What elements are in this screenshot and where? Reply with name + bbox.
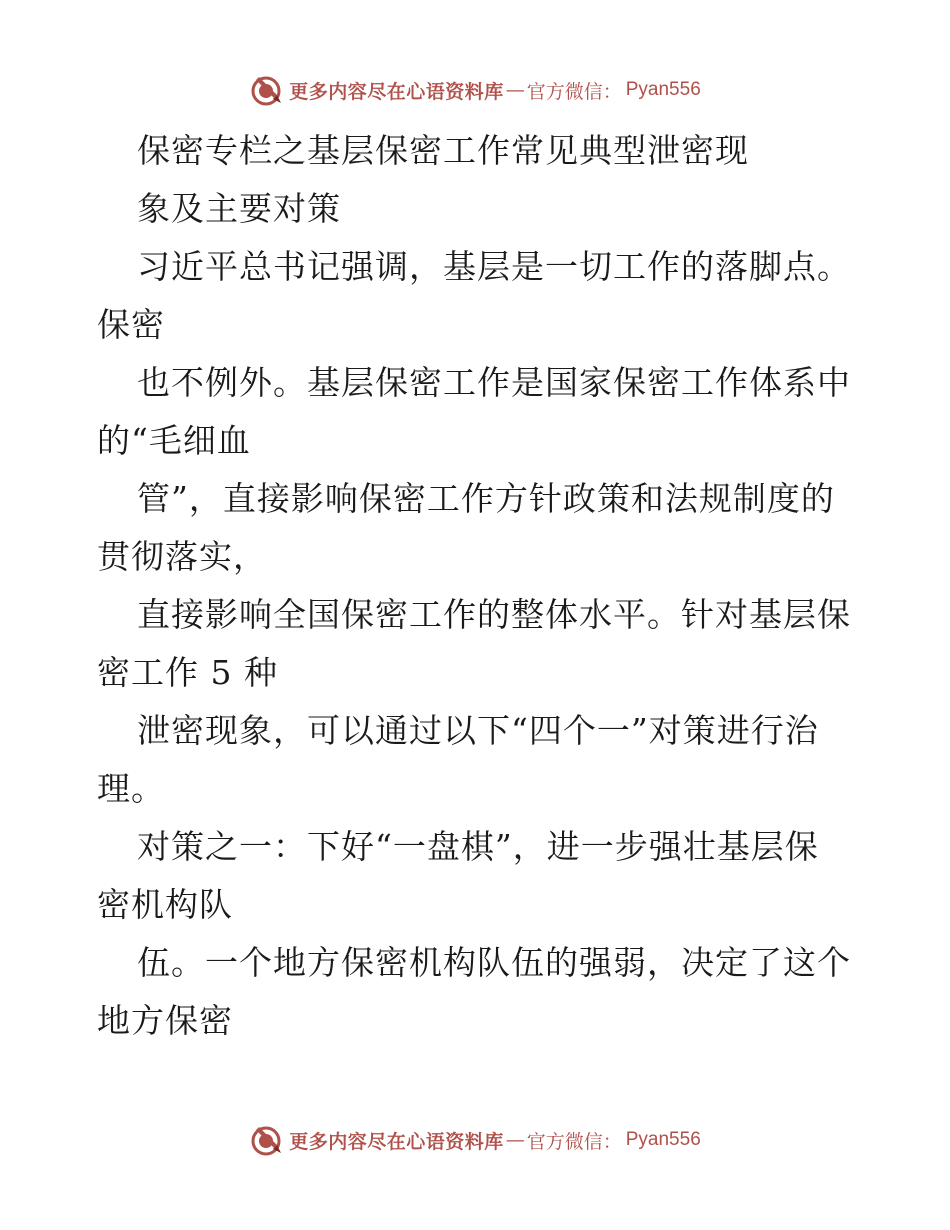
banner-wechat-id: Pyan556 [625,79,701,100]
paragraph-line: 泄密现象，可以通过以下“四个一”对策进行治 [137,711,819,750]
footer-banner [0,1120,950,1160]
paragraph-line: 的“毛细血 [97,421,251,460]
paragraph-line: 保密 [97,305,165,344]
banner-title: 更多内容尽在心语资料库 [289,1130,504,1153]
document-title-line: 象及主要对策 [137,189,341,228]
paragraph-line: 密工作 5 种 [97,653,278,692]
paragraph-line: 贯彻落实， [97,537,267,576]
paragraph-line: 对策之一：下好“一盘棋”，进一步强壮基层保 [137,827,819,866]
document-body [97,122,857,1050]
banner-title: 更多内容尽在心语资料库 [289,80,504,103]
paragraph-line: 地方保密 [97,1001,233,1040]
paragraph-line: 管”，直接影响保密工作方针政策和法规制度的 [137,479,835,518]
document-title-line: 保密专栏之基层保密工作常见典型泄密现 [137,131,749,170]
header-banner [0,70,950,110]
banner-wechat-id: Pyan556 [625,1129,701,1150]
banner-wechat-label: 官方微信： [526,1130,622,1153]
paragraph-line: 理。 [97,769,165,808]
pen-logo-icon [249,1123,283,1157]
banner-wechat-label: 官方微信： [526,80,622,103]
banner-dash: — [505,79,525,101]
paragraph-line: 密机构队 [97,885,233,924]
paragraph-line: 习近平总书记强调，基层是一切工作的落脚点。 [137,247,851,286]
paragraph-line: 伍。一个地方保密机构队伍的强弱，决定了这个 [137,943,851,982]
paragraph-line: 直接影响全国保密工作的整体水平。针对基层保 [137,595,851,634]
pen-logo-icon [249,73,283,107]
paragraph-line: 也不例外。基层保密工作是国家保密工作体系中 [137,363,851,402]
banner-dash: — [505,1129,525,1151]
